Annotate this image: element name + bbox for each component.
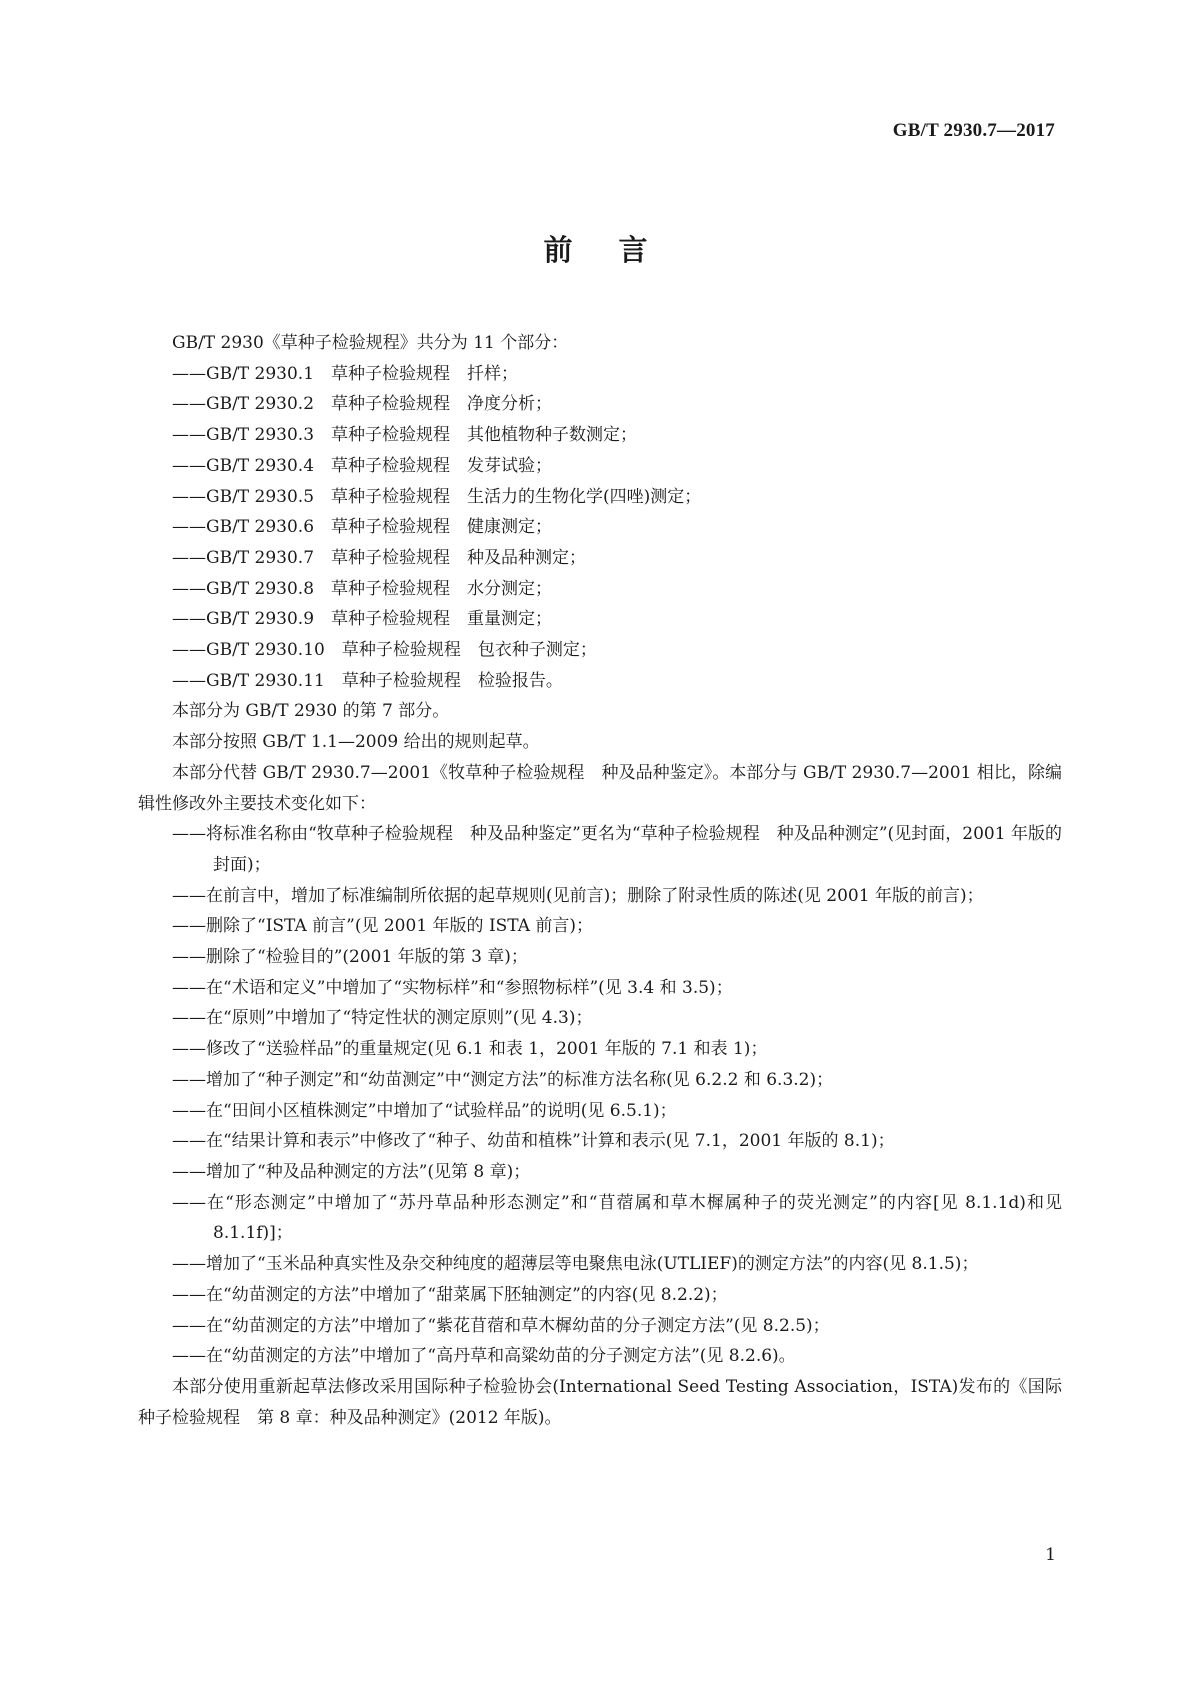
document-body [138, 328, 1062, 1433]
list-item: ——在“幼苗测定的方法”中增加了“高丹草和高粱幼苗的分子测定方法”(见 8.2.6)。 [172, 1346, 796, 1367]
drafting-rules-statement: 本部分按照 GB/T 1.1—2009 给出的规则起草。 [172, 732, 540, 753]
list-item: ——在“幼苗测定的方法”中增加了“紫花苜蓿和草木樨幼苗的分子测定方法”(见 8.2.5)； [172, 1315, 830, 1336]
list-item: ——GB/T 2930.7 草种子检验规程 种及品种测定； [172, 547, 587, 568]
replacement-statement: 本部分代替 GB/T 2930.7—2001《牧草种子检验规程 种及品种鉴定》。本部分与 GB/T 2930.7—2001 相比，除编辑性修改外主要技术变化如下： [138, 762, 1062, 814]
list-item: ——在前言中，增加了标准编制所依据的起草规则(见前言)；删除了附录性质的陈述(见 2001 年版的前言)； [172, 885, 984, 906]
standard-number: GB/T 2930.7—2017 [892, 120, 1055, 141]
list-item: ——GB/T 2930.3 草种子检验规程 其他植物种子数测定； [172, 425, 638, 446]
list-item: ——GB/T 2930.4 草种子检验规程 发芽试验； [172, 455, 553, 476]
adoption-statement: 本部分使用重新起草法修改采用国际种子检验协会(International Seed Testing Association，ISTA)发布的《国际种子检验规程 第 8 章：种及品种测定》(2012 年版)。 [138, 1376, 1062, 1428]
page-title: 前言 [543, 233, 694, 267]
list-item: ——GB/T 2930.8 草种子检验规程 水分测定； [172, 578, 553, 599]
changes-list [138, 819, 1062, 1372]
list-item: ——增加了“种子测定”和“幼苗测定”中“测定方法”的标准方法名称(见 6.2.2 和 6.3.2)； [172, 1069, 834, 1090]
list-item: ——在“田间小区植株测定”中增加了“试验样品”的说明(见 6.5.1)； [172, 1100, 677, 1121]
list-item: ——GB/T 2930.1 草种子检验规程 扦样； [172, 363, 519, 384]
list-item: ——增加了“种及品种测定的方法”(见第 8 章)； [172, 1161, 531, 1182]
list-item: ——在“结果计算和表示”中修改了“种子、幼苗和植株”计算和表示(见 7.1，2001 年版的 8.1)； [172, 1131, 895, 1152]
list-item: ——在“幼苗测定的方法”中增加了“甜菜属下胚轴测定”的内容(见 8.2.2)； [172, 1284, 728, 1305]
list-item: ——删除了“检验目的”(2001 年版的第 3 章)； [172, 947, 528, 968]
list-item: ——删除了“ISTA 前言”(见 2001 年版的 ISTA 前言)； [172, 916, 594, 937]
page-number: 1 [1045, 1545, 1056, 1565]
list-item: ——GB/T 2930.6 草种子检验规程 健康测定； [172, 517, 553, 538]
part-statement: 本部分为 GB/T 2930 的第 7 部分。 [172, 701, 450, 722]
intro-paragraph: GB/T 2930《草种子检验规程》共分为 11 个部分： [172, 333, 569, 353]
list-item: ——GB/T 2930.2 草种子检验规程 净度分析； [172, 394, 553, 415]
list-item: ——在“术语和定义”中增加了“实物标样”和“参照物标样”(见 3.4 和 3.5)； [172, 977, 733, 998]
list-item: ——在“形态测定”中增加了“苏丹草品种形态测定”和“苜蓿属和草木樨属种子的荧光测定”的内容[见 8.1.1d)和见 8.1.1f)]； [172, 1192, 1062, 1244]
parts-list [138, 359, 1062, 697]
list-item: ——GB/T 2930.9 草种子检验规程 重量测定； [172, 609, 553, 630]
list-item: ——修改了“送验样品”的重量规定(见 6.1 和表 1，2001 年版的 7.1 和表 1)； [172, 1039, 768, 1060]
list-item: ——GB/T 2930.10 草种子检验规程 包衣种子测定； [172, 640, 597, 661]
list-item: ——在“原则”中增加了“特定性状的测定原则”(见 4.3)； [172, 1008, 593, 1029]
list-item: ——增加了“玉米品种真实性及杂交种纯度的超薄层等电聚焦电泳(UTLIEF)的测定方法”的内容(见 8.1.5)； [172, 1254, 979, 1275]
list-item: ——GB/T 2930.5 草种子检验规程 生活力的生物化学(四唑)测定； [172, 486, 702, 507]
list-item: ——GB/T 2930.11 草种子检验规程 检验报告。 [172, 670, 563, 691]
list-item: ——将标准名称由“牧草种子检验规程 种及品种鉴定”更名为“草种子检验规程 种及品种测定”(见封面，2001 年版的封面)； [172, 824, 1062, 875]
